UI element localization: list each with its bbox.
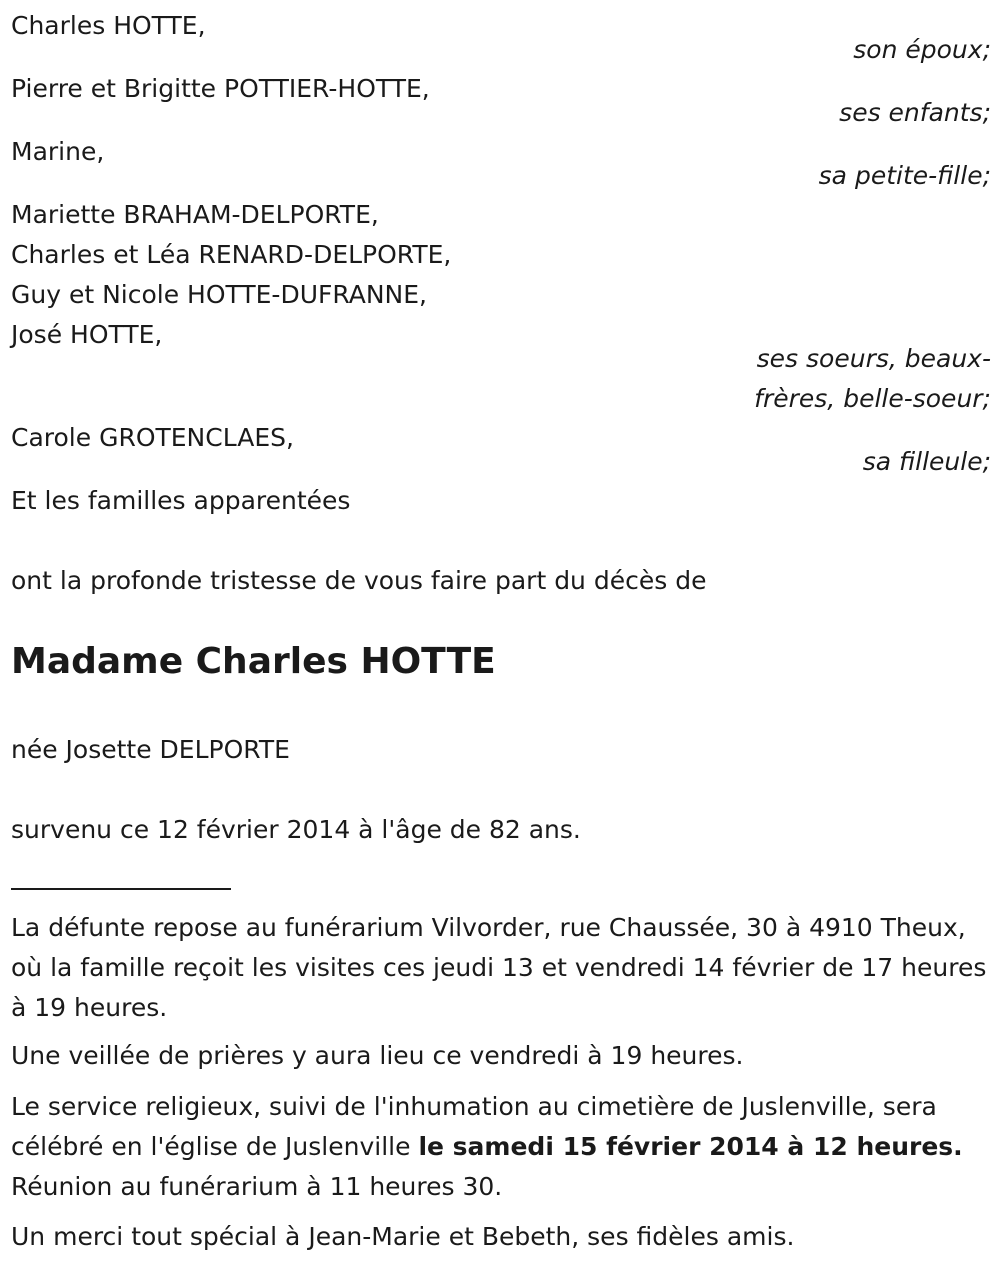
family-line-husband: Charles HOTTE, bbox=[11, 11, 206, 40]
deceased-date: survenu ce 12 février 2014 à l'âge de 82 ans. bbox=[11, 815, 581, 844]
service-meeting: Réunion au funérarium à 11 heures 30. bbox=[11, 1172, 503, 1201]
deceased-name: Madame Charles HOTTE bbox=[11, 641, 496, 682]
service-text: Le service religieux, suivi de l'inhumation au cimetière de Juslenville, sera célébré en l'église de Juslenville bbox=[11, 1092, 937, 1161]
family-line-granddaughter: Marine, bbox=[11, 137, 105, 166]
deceased-birth-name: née Josette DELPORTE bbox=[11, 735, 290, 764]
veillee-paragraph: Une veillée de prières y aura lieu ce vendredi à 19 heures. bbox=[11, 1041, 744, 1070]
repose-paragraph: La défunte repose au funérarium Vilvorder, rue Chaussée, 30 à 4910 Theux, où la famille reçoit les visites ces jeudi 13 et vendredi 14 février de 17 heures à 19 heures. bbox=[11, 913, 987, 1022]
role-granddaughter: sa petite-fille; bbox=[818, 161, 991, 190]
divider bbox=[11, 888, 231, 890]
role-siblings-2: frères, belle-soeur; bbox=[754, 384, 991, 413]
family-line-goddaughter: Carole GROTENCLAES, bbox=[11, 423, 294, 452]
role-goddaughter: sa filleule; bbox=[862, 447, 991, 476]
family-line-sibling-2: Charles et Léa RENARD-DELPORTE, bbox=[11, 240, 452, 269]
family-line-sibling-4: José HOTTE, bbox=[11, 320, 163, 349]
role-children: ses enfants; bbox=[839, 98, 991, 127]
family-line-sibling-1: Mariette BRAHAM-DELPORTE, bbox=[11, 200, 379, 229]
family-line-relatives: Et les familles apparentées bbox=[11, 486, 351, 515]
announcement-text: ont la profonde tristesse de vous faire part du décès de bbox=[11, 566, 707, 595]
role-husband: son époux; bbox=[853, 35, 991, 64]
family-line-children: Pierre et Brigitte POTTIER-HOTTE, bbox=[11, 74, 430, 103]
service-date: le samedi 15 février 2014 à 12 heures. bbox=[418, 1132, 963, 1161]
family-line-sibling-3: Guy et Nicole HOTTE-DUFRANNE, bbox=[11, 280, 427, 309]
service-paragraph bbox=[11, 1087, 991, 1207]
role-siblings-1: ses soeurs, beaux- bbox=[756, 344, 991, 373]
thanks-paragraph: Un merci tout spécial à Jean-Marie et Bebeth, ses fidèles amis. bbox=[11, 1222, 795, 1251]
